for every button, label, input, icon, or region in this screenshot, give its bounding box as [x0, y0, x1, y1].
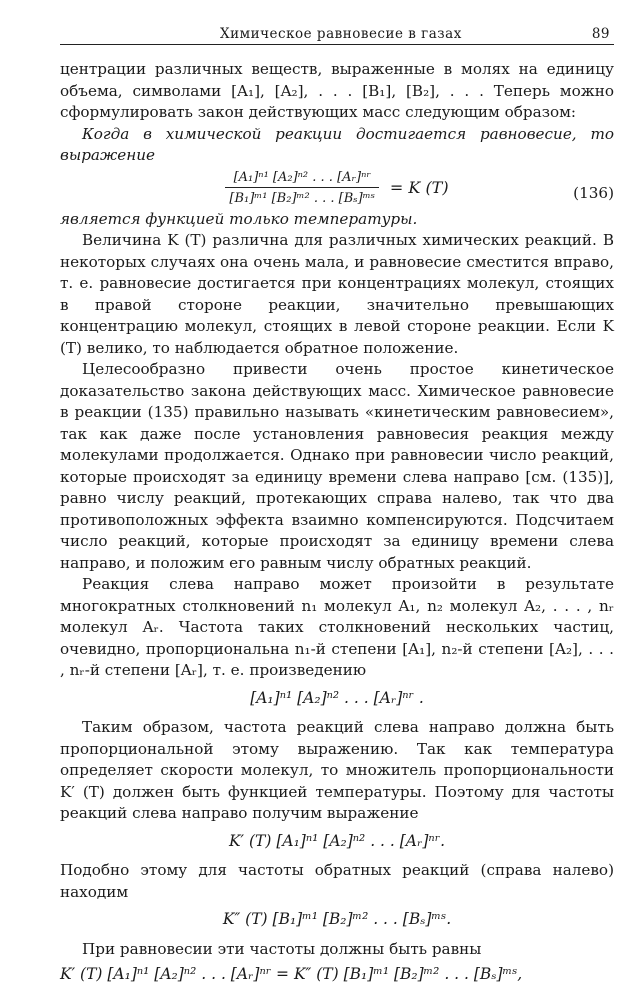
paragraph-equilibrium: При равновесии эти частоты должны быть равны: [82, 939, 482, 958]
equation-rhs: = K (T): [389, 177, 449, 197]
equation-denominator: [B₁]ᵐ¹ [B₂]ᵐ² . . . [Bₛ]ᵐˢ: [229, 190, 376, 206]
book-page: [60, 22, 614, 986]
equation-number: (136): [573, 183, 614, 202]
law-statement: Когда в химической реакции достигается равновесие, то выражение: [60, 124, 614, 164]
equation-fraction: [225, 169, 379, 207]
equation-product: [A₁]ⁿ¹ [A₂]ⁿ² . . . [Aᵣ]ⁿʳ .: [250, 688, 424, 707]
running-header: [60, 22, 614, 45]
equation-backward-rate: K″ (T) [B₁]ᵐ¹ [B₂]ᵐ² . . . [Bₛ]ᵐˢ.: [222, 910, 452, 928]
law-statement-end: является функцией только температуры.: [60, 209, 418, 228]
paragraph-reverse: Подобно этому для частоты обратных реакций (справа налево) находим: [60, 861, 614, 901]
equation-forward-rate: K′ (T) [A₁]ⁿ¹ [A₂]ⁿ² . . . [Aᵣ]ⁿʳ.: [228, 831, 446, 850]
equation-136: [60, 169, 614, 207]
paragraph-collisions: Реакция слева направо может произойти в результате многократных столкновений n₁ молекул A₁, n₂ молекул A₂, . . . , nᵣ молекул Aᵣ. Частота таких столкновений нескольких частиц, очевидно, пропорциональна n₁-й степени [A₁], n₂-й степени [A₂], . . . , nᵣ-й степени [Aᵣ], т. е. произведению: [60, 575, 614, 679]
paragraph-kinetic-proof: Целесообразно привести очень простое кинетическое доказательство закона действующих масс. Химическое равновесие в реакции (135) правильно называть «кинетическим равновесием», так как даже после установления равновесия реакция между молекулами продолжается. Однако при равновесии число реакций, которые происходят за единицу времени слева направо [см. (135)], равно числу реакций, протекающих справа налево, так что два противоположных эффекта взаимно компенсируются. Подсчитаем число реакций, которые происходят за единицу времени слева направо, и положим его равным числу обратных реакций.: [60, 360, 614, 572]
page-number: 89: [591, 26, 610, 42]
paragraph-k-value: Величина K (T) различна для различных химических реакций. В некоторых случаях она очень мала, и равновесие сместится вправо, т. е. равновесие достигается при концентрациях молекул, стоящих в правой стороне реакции, значительно превышающих концентрацию молекул, стоящих в левой стороне реакции. Если K (T) велико, то наблюдается обратное положение.: [60, 231, 614, 357]
running-title: Химическое равновесие в газах: [220, 26, 462, 42]
equation-numerator: [A₁]ⁿ¹ [A₂]ⁿ² . . . [Aᵣ]ⁿʳ: [225, 169, 379, 188]
paragraph-concentrations: центрации различных веществ, выраженные в молях на единицу объема, символами [A₁], [A₂], . . . [B₁], [B₂], . . . Теперь можно сформулировать закон действующих масс следующим образом:: [60, 60, 614, 121]
equation-rates-equal: K′ (T) [A₁]ⁿ¹ [A₂]ⁿ² . . . [Aᵣ]ⁿʳ = K″ (T) [B₁]ᵐ¹ [B₂]ᵐ² . . . [Bₛ]ᵐˢ,: [60, 965, 523, 983]
paragraph-proportionality: Таким образом, частота реакций слева направо должна быть пропорциональной этому выражению. Так как температура определяет скорости молекул, то множитель пропорциональности K′ (T) должен быть функцией температуры. Поэтому для частоты реакций слева направо получим выражение: [60, 718, 614, 822]
